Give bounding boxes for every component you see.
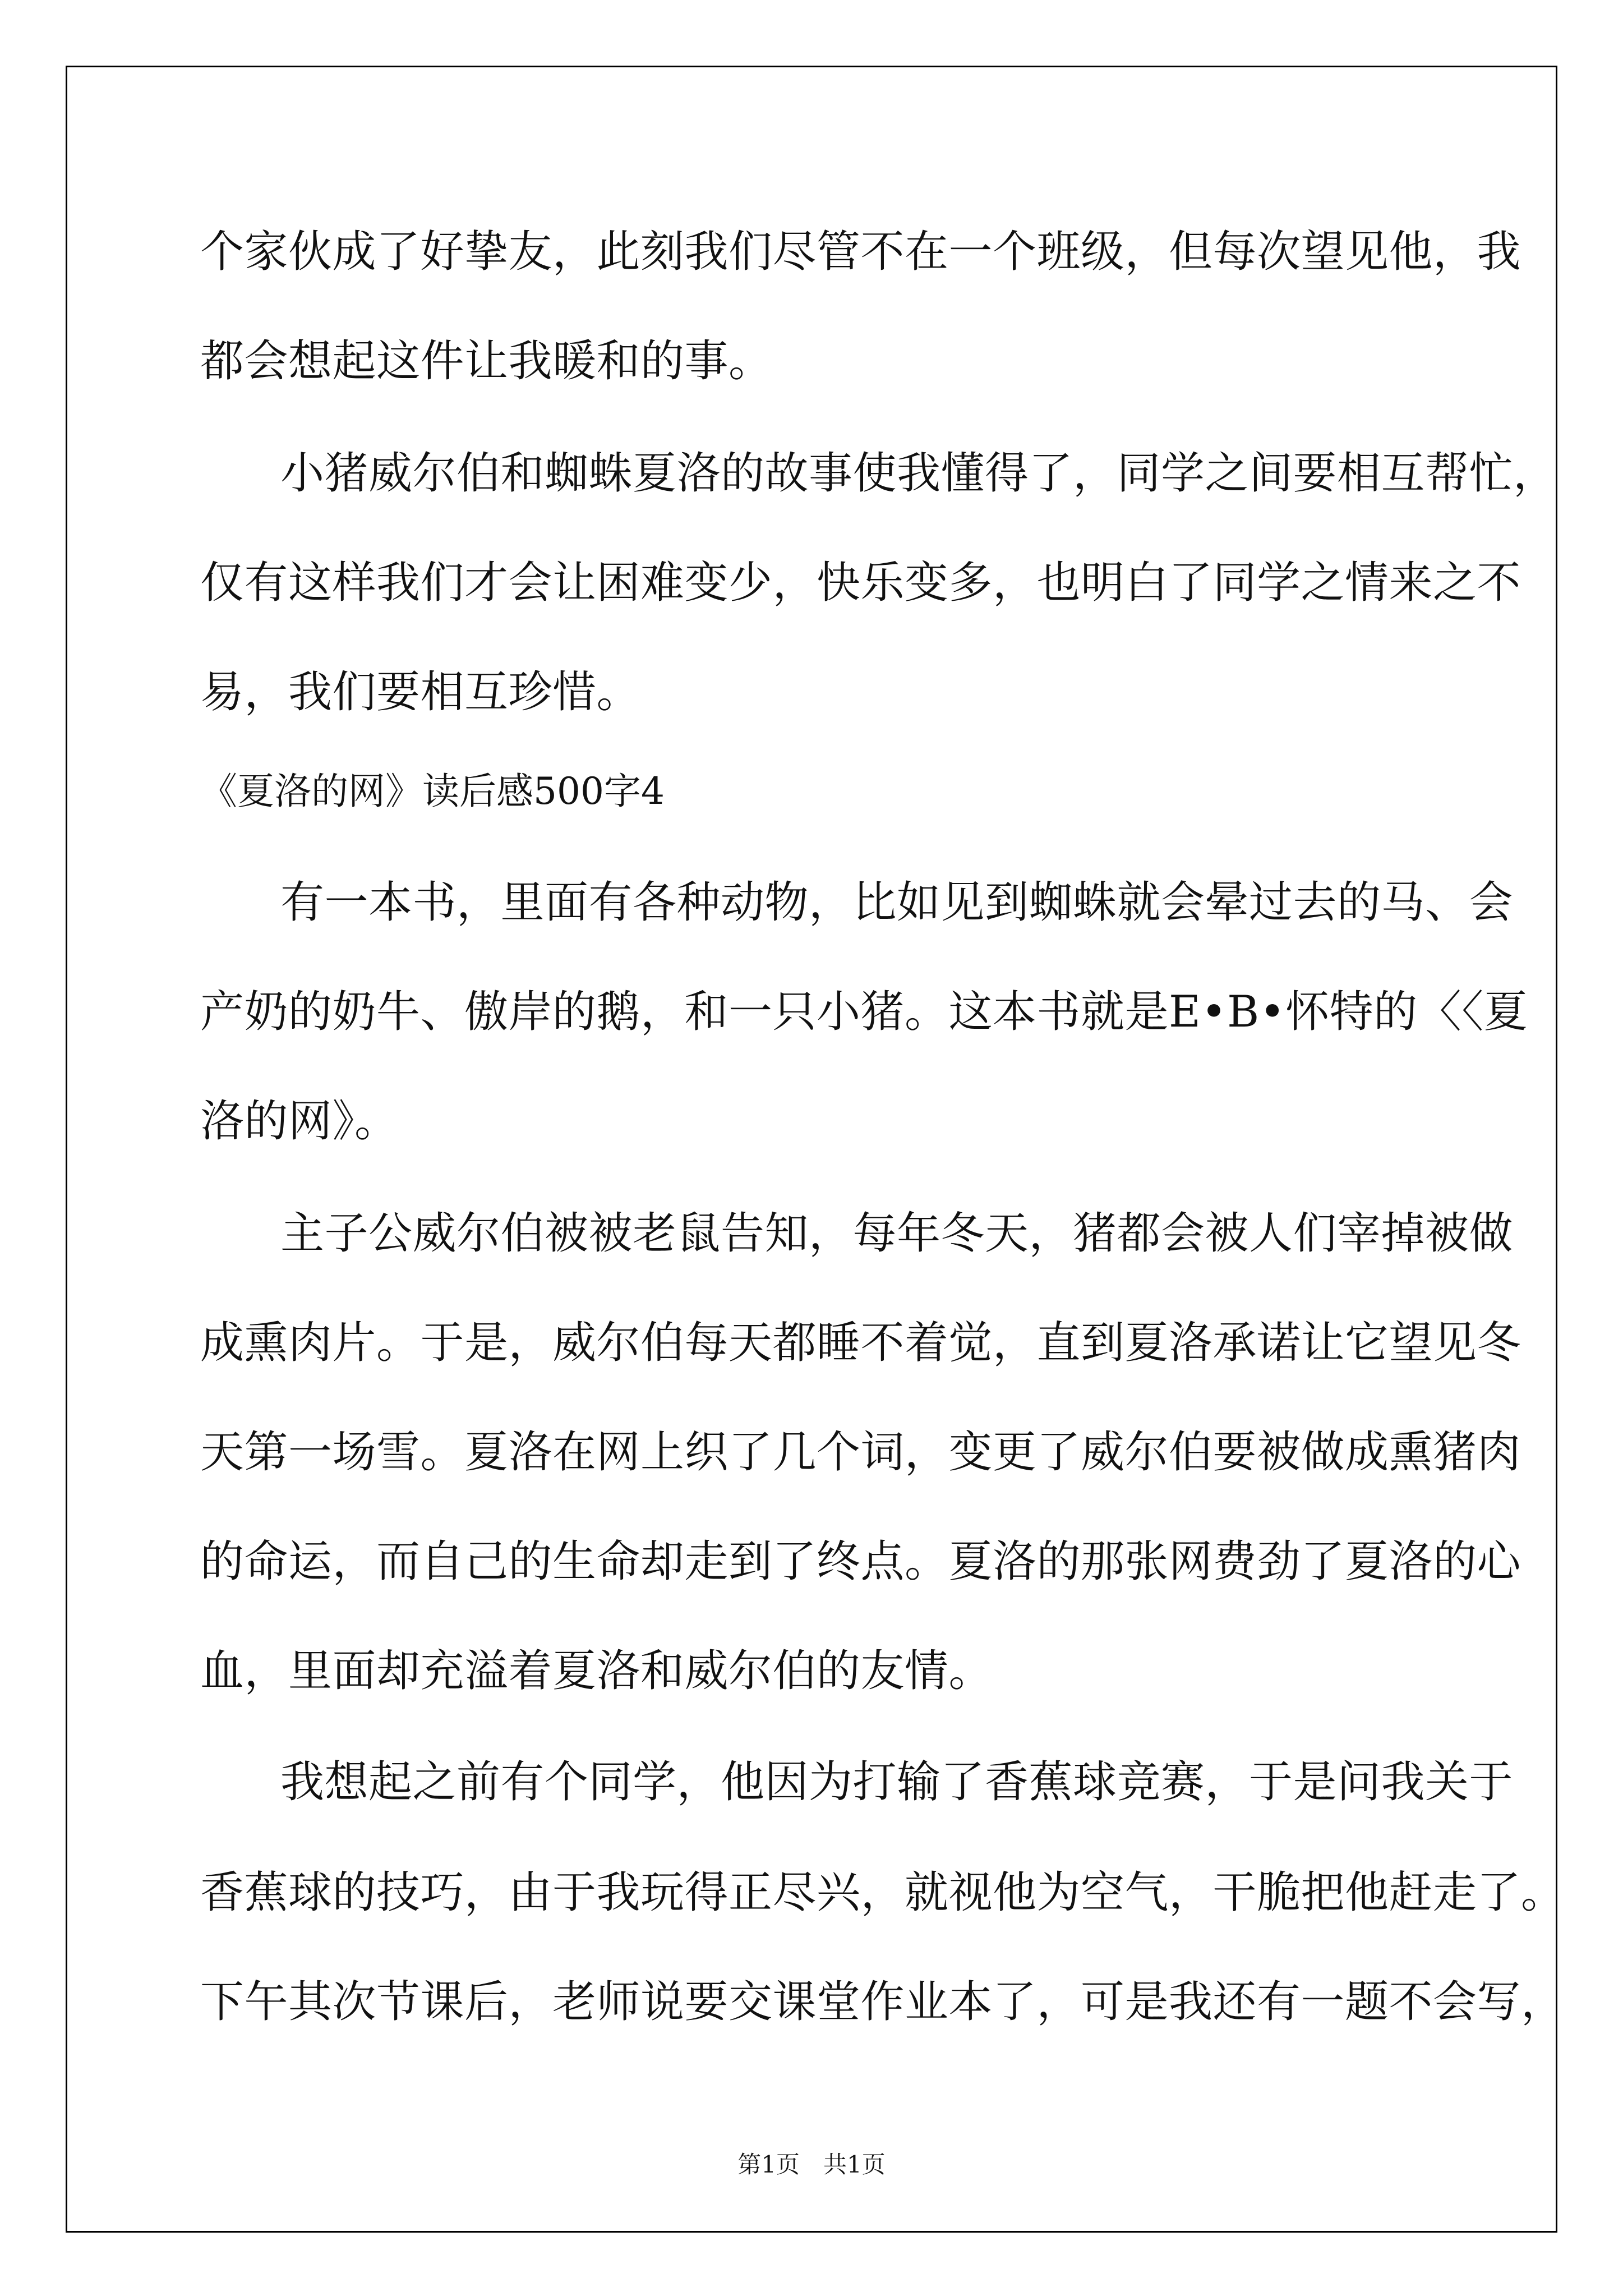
text-line: 香蕉球的技巧，由于我玩得正尽兴，就视他为空气，干脆把他赶走了。 [200,1867,1565,1918]
text-line: 的命运，而自己的生命却走到了终点。夏洛的那张网费劲了夏洛的心 [200,1536,1521,1587]
text-line: 个家伙成了好挚友，此刻我们尽管不在一个班级，但每次望见他，我 [200,227,1521,277]
text-line: 易，我们要相互珍惜。 [200,667,641,717]
text-line: 血，里面却充溢着夏洛和威尔伯的友情。 [200,1646,993,1696]
text-line: 成熏肉片。于是，威尔伯每天都睡不着觉，直到夏洛承诺让它望见冬 [200,1318,1521,1368]
text-line: 都会想起这件让我暖和的事。 [200,336,773,386]
text-line: 主子公威尔伯被被老鼠告知，每年冬天，猪都会被人们宰掉被做 [280,1208,1514,1259]
section-heading: 《夏洛的网》读后感500字4 [200,770,665,813]
page-number: 第1页 共1页 [737,2151,886,2178]
text-line: 有一本书，里面有各种动物，比如见到蜘蛛就会晕过去的马、会 [280,877,1514,928]
text-line: 洛的网》。 [200,1096,399,1147]
text-line: 产奶的奶牛、傲岸的鹅，和一只小猪。这本书就是E•B•怀特的〈〈夏 [200,987,1528,1037]
text-line: 天第一场雪。夏洛在网上织了几个词，变更了威尔伯要被做成熏猪肉 [200,1427,1521,1478]
text-line: 下午其次节课后，老师说要交课堂作业本了，可是我还有一题不会写， [200,1977,1565,2027]
text-line: 我想起之前有个同学，他因为打输了香蕉球竞赛，于是问我关于 [280,1757,1514,1807]
text-line: 仅有这样我们才会让困难变少，快乐变多，也明白了同学之情来之不 [200,558,1521,608]
text-line: 小猪威尔伯和蜘蛛夏洛的故事使我懂得了，同学之间要相互帮忙， [280,448,1557,499]
